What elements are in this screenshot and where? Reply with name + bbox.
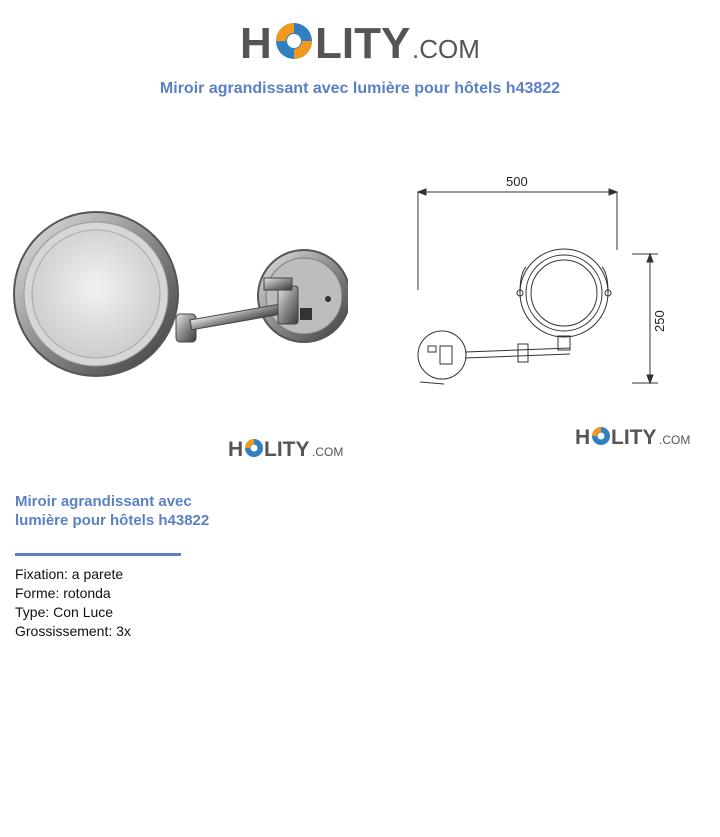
logo-text-h: H (575, 426, 591, 449)
product-name: Miroir agrandissant avec lumière pour hôtels h43822 (15, 493, 210, 529)
holity-logo (0, 14, 720, 70)
technical-drawing (410, 170, 672, 395)
spec-type: Type: Con Luce (15, 604, 114, 620)
logo-o-icon (245, 439, 263, 457)
holity-logo-small (575, 423, 695, 449)
logo-text-lity: LITY (315, 19, 411, 68)
holity-logo-small (228, 435, 348, 461)
product-photo (8, 196, 348, 396)
logo-text-lity: LITY (264, 438, 310, 461)
logo-text-h: H (240, 19, 272, 68)
dimension-width-label: 500 (506, 174, 528, 189)
spec-fixation: Fixation: a parete (15, 566, 124, 582)
logo-text-com: .COM (312, 445, 344, 459)
logo-text-com: .COM (412, 34, 480, 64)
logo-o-icon (276, 23, 312, 59)
title-underline (15, 553, 181, 556)
page-title: Miroir agrandissant avec lumière pour hôtels h43822 (159, 80, 561, 97)
dimension-height-label: 250 (652, 310, 667, 332)
spec-list (15, 565, 131, 641)
logo-text-com: .COM (659, 433, 691, 447)
logo-text-lity: LITY (611, 426, 657, 449)
logo-text-h: H (228, 438, 244, 461)
spec-shape: Forme: rotonda (15, 585, 111, 601)
spec-magnification: Grossissement: 3x (15, 623, 131, 639)
logo-o-icon (592, 427, 610, 445)
